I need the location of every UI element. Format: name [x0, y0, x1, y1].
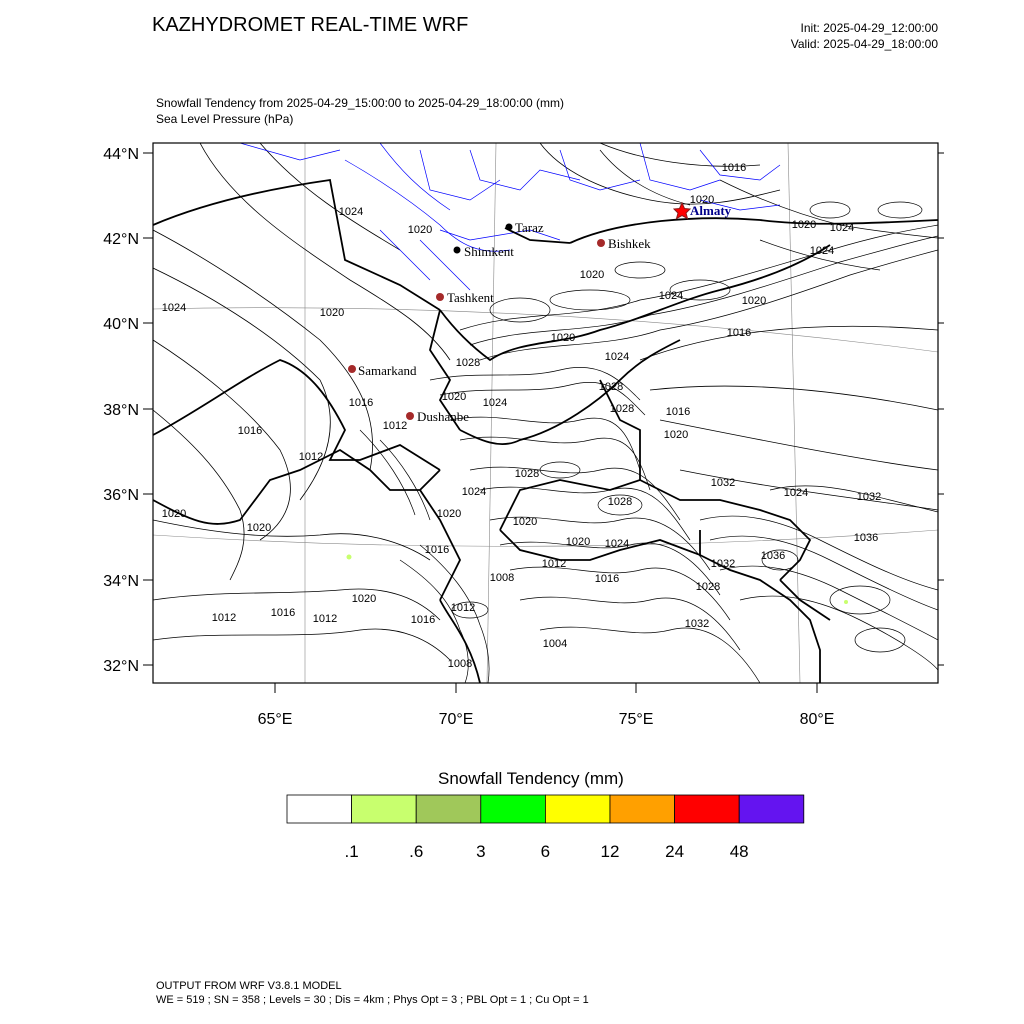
city-taraz	[506, 220, 544, 235]
colorbar-tick-label: 24	[665, 842, 685, 861]
isobar-label: 1028	[607, 496, 633, 508]
latitude-labels	[103, 146, 139, 675]
lat-label: 36°N	[103, 487, 139, 504]
lon-label: 65°E	[257, 711, 293, 728]
lat-label: 32°N	[103, 658, 139, 675]
colorbar-tick-label: 3	[476, 842, 486, 861]
model-version: OUTPUT FROM WRF V3.8.1 MODEL	[156, 980, 342, 992]
city-bishkek	[597, 236, 651, 251]
isobar-label: 1024	[482, 397, 508, 409]
isobar-label: 1016	[594, 573, 620, 585]
city-shimkent	[454, 244, 515, 259]
city-dot	[597, 239, 605, 247]
colorbar-swatch	[675, 795, 740, 823]
isobar-label: 1032	[710, 477, 736, 489]
city-dushanbe	[406, 409, 469, 424]
lat-label: 42°N	[103, 231, 139, 248]
isobar-label: 1016	[665, 406, 691, 418]
isobar-label: 1028	[695, 581, 721, 593]
isobar-label: 1028	[514, 468, 540, 480]
isobar-label: 1020	[407, 224, 433, 236]
city-almaty	[674, 203, 732, 219]
isobar-label: 1036	[760, 550, 786, 562]
colorbar-tick-label: 6	[540, 842, 551, 861]
init-time: Init: 2025-04-29_12:00:00	[800, 21, 938, 35]
isobar-label: 1016	[270, 607, 296, 619]
star-icon	[674, 203, 690, 219]
isobar-label: 1020	[689, 194, 715, 206]
isobar-label: 1008	[447, 658, 473, 670]
lon-label: 80°E	[799, 711, 835, 728]
isobar-label: 1012	[312, 613, 338, 625]
isobar-label: 1020	[161, 508, 187, 520]
isobar-label: 1012	[211, 612, 237, 624]
colorbar-tick-label: .1	[344, 842, 359, 861]
colorbar-swatch	[545, 795, 610, 823]
colorbar-swatch	[739, 795, 804, 823]
colorbar-swatch	[481, 795, 546, 823]
isobar-label: 1020	[741, 295, 767, 307]
model-config: WE = 519 ; SN = 358 ; Levels = 30 ; Dis = 4km ; Phys Opt = 3 ; PBL Opt = 1 ; Cu Opt = 1	[156, 994, 589, 1006]
isobar-label: 1024	[829, 222, 855, 234]
isobar-label: 1020	[351, 593, 377, 605]
city-label: Tashkent	[447, 290, 494, 305]
isobar-label: 1020	[436, 508, 462, 520]
lat-label: 40°N	[103, 316, 139, 333]
isobar-label: 1012	[541, 558, 567, 570]
isobar-label: 1024	[161, 302, 187, 314]
city-dot	[506, 224, 513, 231]
colorbar-swatch	[287, 795, 352, 823]
isobar-label: 1008	[489, 572, 515, 584]
longitude-labels	[258, 711, 835, 728]
isobar-label: 1028	[455, 357, 481, 369]
colorbar-tick-label: .6	[409, 842, 424, 861]
colorbar-swatch	[610, 795, 675, 823]
isobar-label: 1024	[658, 290, 684, 302]
isobar-label: 1024	[809, 245, 835, 257]
lon-label: 75°E	[618, 711, 654, 728]
colorbar-tick-label: 12	[600, 842, 620, 861]
colorbar-title: Snowfall Tendency (mm)	[438, 769, 624, 788]
isobar-label: 1020	[512, 516, 538, 528]
isobar-label: 1020	[791, 219, 817, 231]
isobar-label: 1020	[319, 307, 345, 319]
isobar-label: 1032	[710, 558, 736, 570]
city-dot	[454, 247, 461, 254]
snowfall-patch	[347, 555, 352, 560]
map-content	[153, 143, 938, 706]
isobar-label: 1024	[783, 487, 809, 499]
isobar-label: 1016	[348, 397, 374, 409]
city-label: Samarkand	[358, 363, 417, 378]
snowfall-patch	[844, 600, 848, 604]
isobar-label: 1016	[721, 162, 747, 174]
city-samarkand	[348, 363, 417, 378]
isobar-label: 1016	[410, 614, 436, 626]
model-info	[156, 979, 589, 1007]
isobar-label: 1020	[663, 429, 689, 441]
isobar-labels	[162, 162, 881, 670]
isobar-label: 1016	[424, 544, 450, 556]
graticule	[153, 143, 938, 706]
isobar-label: 1012	[298, 451, 324, 463]
lat-label: 44°N	[103, 146, 139, 163]
isobar-label: 1020	[579, 269, 605, 281]
isobar-label: 1036	[853, 532, 879, 544]
isobar-label: 1020	[441, 391, 467, 403]
isobar-label: 1012	[450, 602, 476, 614]
city-tashkent	[436, 290, 494, 305]
lon-label: 70°E	[438, 711, 474, 728]
city-label: Almaty	[690, 203, 732, 218]
city-dot	[436, 293, 444, 301]
isobar-label: 1020	[550, 332, 576, 344]
isobars-west	[153, 143, 938, 660]
lat-label: 38°N	[103, 402, 139, 419]
isobar-label: 1020	[565, 536, 591, 548]
colorbar-tick-label: 48	[729, 842, 749, 861]
city-dot	[348, 365, 356, 373]
isobar-label: 1012	[382, 420, 408, 432]
plot-title: KAZHYDROMET REAL-TIME WRF	[152, 14, 469, 36]
city-label: Taraz	[515, 220, 544, 235]
isobar-label: 1032	[856, 491, 882, 503]
isobar-label: 1024	[338, 206, 364, 218]
isobar-label: 1024	[604, 538, 630, 550]
lat-label: 34°N	[103, 573, 139, 590]
colorbar-swatch	[352, 795, 417, 823]
isobar-label: 1024	[461, 486, 487, 498]
city-label: Dushanbe	[417, 409, 469, 424]
city-markers	[348, 203, 732, 424]
isobar-label: 1020	[246, 522, 272, 534]
snowfall-field-label: Snowfall Tendency from 2025-04-29_15:00:00 to 2025-04-29_18:00:00 (mm)	[156, 96, 565, 110]
isobar-label: 1004	[542, 638, 568, 650]
slp-field-label: Sea Level Pressure (hPa)	[156, 112, 294, 126]
isobar-label: 1028	[598, 381, 624, 393]
valid-time: Valid: 2025-04-29_18:00:00	[790, 37, 938, 51]
colorbar-swatch	[416, 795, 481, 823]
city-label: Shimkent	[464, 244, 514, 259]
isobar-label: 1024	[604, 351, 630, 363]
isobar-label: 1028	[609, 403, 635, 415]
city-label: Bishkek	[608, 236, 651, 251]
isobar-label: 1016	[237, 425, 263, 437]
city-dot	[406, 412, 414, 420]
isobar-label: 1032	[684, 618, 710, 630]
colorbar	[287, 795, 804, 823]
isobar-label: 1016	[726, 327, 752, 339]
